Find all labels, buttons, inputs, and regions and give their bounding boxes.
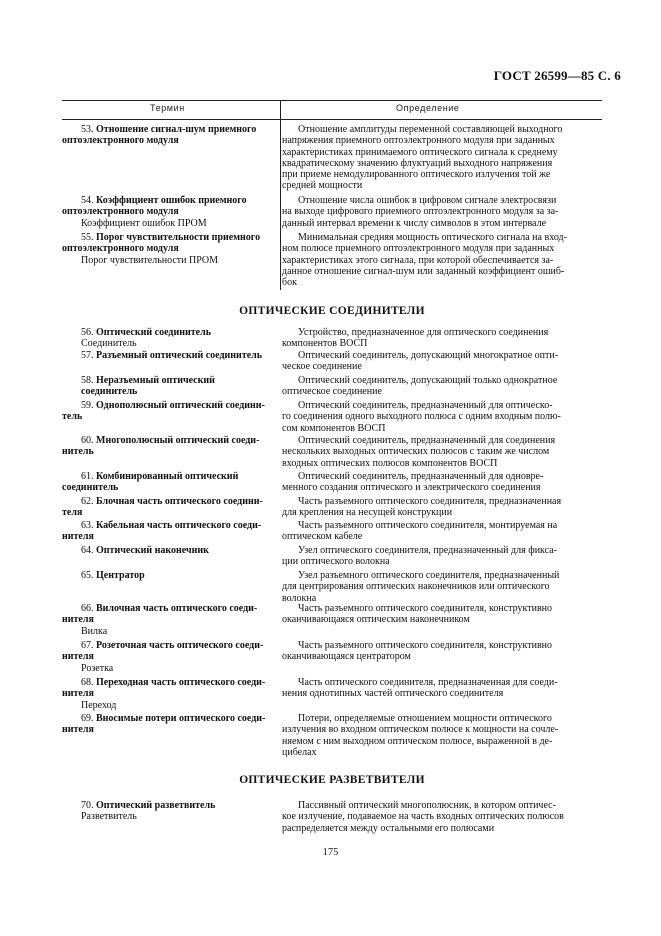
- term-entry: [62, 124, 269, 147]
- term-line: [81, 713, 269, 724]
- definition-line: ции оптического волокна: [282, 556, 390, 568]
- definition-line: нения однотипных частей оптического соединителя: [282, 688, 504, 700]
- definition-line: кое излучение, подаваемое на часть входных оптических полюсов: [282, 811, 564, 823]
- definition-entry: [282, 800, 598, 834]
- definition-line: квадратическому значению флуктуаций выходного напряжения: [282, 157, 553, 169]
- definition-line: оптическое соединение: [282, 386, 382, 398]
- term-title-continuation: нитель: [62, 446, 94, 458]
- definition-line: для крепления на несущей конструкции: [282, 507, 453, 519]
- term-line: [81, 124, 269, 135]
- term-entry: [62, 640, 269, 674]
- definition-entry: [282, 520, 598, 543]
- definition-line: бок: [282, 277, 297, 289]
- definition-line: входных оптических полюсов компонентов ВОСП: [282, 457, 498, 469]
- term-number: 65.: [81, 570, 94, 581]
- definition-line: распределяется между остальными его полюсами: [282, 822, 495, 834]
- term-title-continuation: оптоэлектронного модуля: [62, 206, 179, 218]
- term-title: Розеточная часть оптического соеди-: [96, 640, 264, 651]
- definition-line: Узел оптического соединителя, предназначенный для фикса-: [298, 545, 557, 556]
- term-entry: [62, 520, 269, 543]
- definition-line: ческое соединение: [282, 361, 362, 373]
- definition-line: данное отношение сигнал-шум или заданный коэффициент ошиб-: [282, 265, 565, 277]
- term-title: Переходная часть оптического соеди-: [96, 677, 266, 688]
- term-title-continuation: нителя: [62, 688, 94, 700]
- definition-line: цибелах: [282, 746, 317, 758]
- term-title: Оптический наконечник: [96, 545, 209, 556]
- definition-line: Узел разъемного оптического соединителя, предназначенный: [298, 570, 560, 581]
- term-number: 54.: [81, 195, 94, 206]
- definition-line: Оптический соединитель, предназначенный для оптическо-: [298, 400, 553, 411]
- section-title-connectors: ОПТИЧЕСКИЕ СОЕДИНИТЕЛИ: [239, 305, 425, 317]
- term-line: [81, 520, 269, 531]
- definition-line: Оптический соединитель, допускающий только однократное: [298, 375, 558, 386]
- term-entry: [62, 496, 269, 519]
- definition-line: Отношение числа ошибок в цифровом сигнале электросвязи: [298, 195, 557, 206]
- term-title: Оптический разветвитель: [96, 800, 216, 811]
- term-title: Однополюсный оптический соедини-: [96, 400, 265, 411]
- term-line: [81, 327, 269, 338]
- header-divider: [280, 101, 281, 119]
- term-title: Кабельная часть оптического соеди-: [96, 520, 262, 531]
- definition-line: оптическом кабеле: [282, 531, 363, 543]
- definition-line: Часть разъемного оптического соединителя, монтируемая на: [298, 520, 558, 531]
- definition-line: Пассивный оптический многополюсник, в котором оптичес-: [298, 800, 556, 811]
- definition-entry: [282, 400, 598, 434]
- definition-line: средней мощности: [282, 180, 363, 192]
- column-divider: [280, 118, 281, 290]
- definition-line: оканчивающаяся оптическим наконечником: [282, 614, 470, 626]
- definition-line: характеристиках этого сигнала, при которой обеспечивается за-: [282, 254, 554, 266]
- term-line: [81, 350, 269, 361]
- term-line: [81, 471, 269, 482]
- term-number: 58.: [81, 375, 94, 386]
- term-entry: [62, 195, 269, 229]
- term-number: 63.: [81, 520, 94, 531]
- term-title-continuation: оптоэлектронного модуля: [62, 243, 179, 255]
- term-title-continuation: тель: [62, 411, 83, 423]
- definition-line: волокна: [282, 592, 317, 604]
- term-title-continuation: теля: [62, 507, 83, 519]
- term-number: 70.: [81, 800, 94, 811]
- definition-line: го соединения одного выходного полюса с одним входным полю-: [282, 411, 561, 423]
- definition-line: Оптический соединитель, предназначенный для одновре-: [298, 471, 544, 482]
- term-title-continuation: нителя: [62, 531, 94, 543]
- definition-line: Оптический соединитель, допускающий многократное опти-: [298, 350, 559, 361]
- document-header: ГОСТ 26599—85 С. 6: [493, 68, 621, 83]
- term-title: Блочная часть оптического соедини-: [96, 496, 263, 507]
- definition-line: Устройство, предназначенное для оптического соединения: [298, 327, 549, 338]
- term-title: Отношение сигнал-шум приемного: [96, 124, 257, 135]
- term-title: Вилочная часть оптического соеди-: [96, 603, 258, 614]
- table-header: [62, 100, 602, 120]
- definition-column-header: Определение: [396, 103, 460, 113]
- definition-line: на выходе цифрового приемного оптоэлектронного модуля за за-: [282, 206, 559, 218]
- definition-line: сом компонентов ВОСП: [282, 422, 386, 434]
- term-number: 64.: [81, 545, 94, 556]
- term-number: 55.: [81, 232, 94, 243]
- definition-entry: [282, 124, 598, 192]
- term-title-continuation: нителя: [62, 614, 94, 626]
- term-line: [81, 400, 269, 411]
- term-entry: [81, 800, 269, 823]
- term-synonym: Розетка: [81, 662, 114, 674]
- definition-line: Потери, определяемые отношением мощности оптического: [298, 713, 552, 724]
- term-synonym: Соединитель: [81, 338, 137, 350]
- term-entry: [81, 327, 269, 350]
- definition-line: характеристиках принимаемого оптического сигнала к среднему: [282, 146, 558, 158]
- term-title: Вносимые потери оптического соеди-: [96, 713, 266, 724]
- term-entry: [62, 232, 269, 266]
- term-line: [81, 496, 269, 507]
- term-title: Центратор: [96, 570, 145, 581]
- term-number: 61.: [81, 471, 94, 482]
- term-number: 67.: [81, 640, 94, 651]
- definition-line: при приеме немодулированного оптического излучения той же: [282, 169, 551, 181]
- definition-entry: [282, 603, 598, 626]
- definition-entry: [282, 232, 598, 288]
- term-line: [81, 435, 269, 446]
- definition-line: няемом с ним выходном оптическом полюсе, выраженной в де-: [282, 735, 553, 747]
- term-title: Оптический соединитель: [96, 327, 211, 338]
- term-column-header: Термин: [150, 103, 185, 113]
- term-number: 53.: [81, 124, 94, 135]
- definition-line: данный интервал времени к числу символов в этом интервале: [282, 217, 547, 229]
- definition-entry: [282, 471, 598, 494]
- section-title-splitters: ОПТИЧЕСКИЕ РАЗВЕТВИТЕЛИ: [239, 774, 425, 786]
- page-number: 175: [322, 847, 339, 858]
- term-title: Порог чувствительности приемного: [96, 232, 261, 243]
- term-line: [81, 570, 269, 581]
- definition-entry: [282, 545, 598, 568]
- term-number: 66.: [81, 603, 94, 614]
- definition-line: Часть разъемного оптического соединителя, предназначенная: [298, 496, 562, 507]
- term-title: Неразъемный оптический соединитель: [81, 375, 215, 398]
- term-entry: [81, 570, 269, 581]
- term-synonym: Переход: [81, 699, 117, 711]
- term-line: [81, 677, 269, 688]
- definition-line: Отношение амплитуды переменной составляющей выходного: [298, 124, 563, 135]
- definition-line: менного создания оптического и электрического соединения: [282, 482, 541, 494]
- term-line: [81, 603, 269, 614]
- definition-line: напряжения приемного оптоэлектронного модуля при заданных: [282, 135, 555, 147]
- term-number: 62.: [81, 496, 94, 507]
- term-entry: [62, 400, 269, 423]
- definition-entry: [282, 677, 598, 700]
- term-line: [81, 800, 269, 811]
- term-title: Коэффициент ошибок приемного: [96, 195, 247, 206]
- definition-entry: [282, 713, 598, 758]
- term-entry: [62, 677, 269, 711]
- term-entry: [81, 545, 269, 556]
- definition-line: Часть разъемного оптического соединителя, конструктивно: [298, 603, 553, 614]
- term-number: 68.: [81, 677, 94, 688]
- definition-line: для центрирования оптических наконечников или оптического: [282, 581, 550, 593]
- term-synonym: Разветвитель: [81, 811, 137, 823]
- definition-entry: [282, 570, 598, 604]
- definition-line: Оптический соединитель, предназначенный для соединения: [298, 435, 556, 446]
- definition-entry: [282, 195, 598, 229]
- term-line: [81, 195, 269, 206]
- term-title-continuation: соединитель: [62, 482, 119, 494]
- term-line: [81, 545, 269, 556]
- term-entry: [62, 435, 269, 458]
- definition-line: нескольких выходных оптических полюсов с таким же числом: [282, 446, 550, 458]
- definition-line: оканчивающаяся центратором: [282, 651, 411, 663]
- term-entry: [62, 603, 269, 637]
- term-title: Комбинированный оптический: [96, 471, 239, 482]
- term-synonym: Порог чувствительности ПРОМ: [81, 254, 219, 266]
- term-synonym: Коэффициент ошибок ПРОМ: [81, 217, 207, 229]
- term-line: [81, 232, 269, 243]
- term-line: [81, 640, 269, 651]
- term-title-continuation: нителя: [62, 724, 94, 736]
- definition-line: Минимальная средняя мощность оптического сигнала на вход-: [298, 232, 567, 243]
- term-title: Многополюсный оптический соеди-: [96, 435, 260, 446]
- term-entry: [81, 375, 269, 398]
- definition-line: Часть разъемного оптического соединителя, конструктивно: [298, 640, 553, 651]
- definition-entry: [282, 375, 598, 398]
- definition-entry: [282, 640, 598, 663]
- term-entry: [62, 471, 269, 494]
- term-entry: [81, 350, 269, 361]
- term-title-continuation: оптоэлектронного модуля: [62, 135, 179, 147]
- definition-line: Часть оптического соединителя, предназначенная для соеди-: [298, 677, 558, 688]
- term-entry: [62, 713, 269, 736]
- term-title: Разъемный оптический соединитель: [96, 350, 263, 361]
- definition-entry: [282, 435, 598, 469]
- term-number: 69.: [81, 713, 94, 724]
- term-line: [81, 375, 269, 398]
- term-title-continuation: нителя: [62, 651, 94, 663]
- definition-line: ном полюсе приемного оптоэлектронного модуля при заданных: [282, 243, 555, 255]
- definition-entry: [282, 350, 598, 373]
- definition-line: излучения во входном оптическом полюсе к мощности на сочле-: [282, 724, 559, 736]
- term-number: 57.: [81, 350, 94, 361]
- term-number: 59.: [81, 400, 94, 411]
- definition-line: компонентов ВОСП: [282, 338, 368, 350]
- definition-entry: [282, 327, 598, 350]
- term-number: 60.: [81, 435, 94, 446]
- term-synonym: Вилка: [81, 625, 108, 637]
- definition-entry: [282, 496, 598, 519]
- term-number: 56.: [81, 327, 94, 338]
